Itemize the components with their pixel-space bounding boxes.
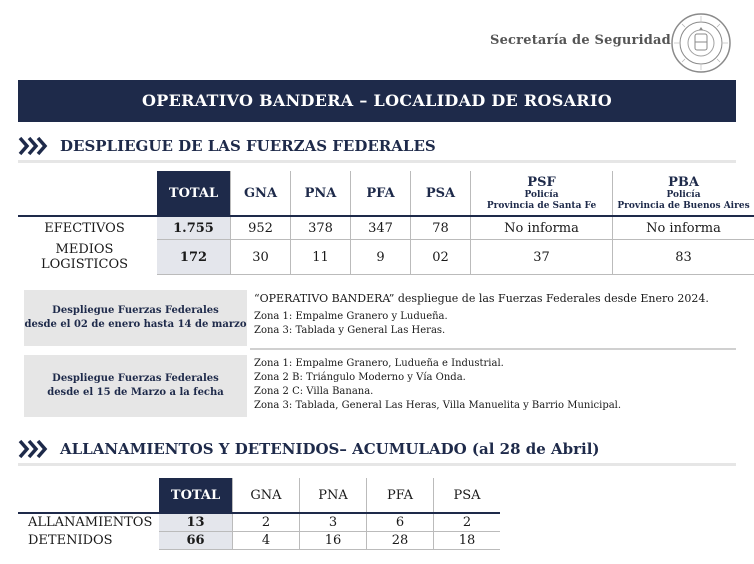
section-heading-deployment	[18, 135, 436, 157]
cell-pna: 3	[300, 513, 367, 532]
zone-item: Zona 1: Empalme Granero, Ludueña e Industrial.	[254, 358, 504, 369]
section-title: ALLANAMIENTOS Y DETENIDOS– ACUMULADO (al 28 de Abril)	[60, 440, 600, 458]
cell-pna: 378	[291, 216, 351, 240]
cell-gna: 30	[231, 240, 291, 275]
page-header	[0, 0, 754, 72]
section-title: DESPLIEGUE DE LAS FUERZAS FEDERALES	[60, 137, 436, 155]
cell-psa: 2	[434, 513, 501, 532]
col-pba-sub1: Policía	[666, 189, 701, 200]
col-total: TOTAL	[157, 171, 231, 216]
row-label: ALLANAMIENTOS	[28, 515, 153, 531]
org-name: Secretaría de Seguridad	[490, 33, 671, 48]
divider	[250, 348, 736, 350]
phase1-headline: “OPERATIVO BANDERA” despliegue de las Fuerzas Federales desde Enero 2024.	[254, 292, 709, 305]
cell-pfa: 9	[351, 240, 411, 275]
row-label	[18, 240, 157, 275]
col-gna: GNA	[233, 478, 300, 513]
table-header-row	[18, 171, 754, 216]
phase2-title-line2: desde el 15 de Marzo a la fecha	[47, 387, 224, 398]
table-header-row	[18, 478, 500, 513]
cell-total: 13	[159, 513, 233, 532]
chevrons-icon	[18, 438, 48, 460]
cell-total: 172	[157, 240, 231, 275]
phase1-label-box	[24, 290, 247, 346]
table-row	[18, 240, 754, 275]
deployment-table	[18, 171, 754, 275]
cell-pna: 16	[300, 532, 367, 550]
zone-item: Zona 3: Tablada, General Las Heras, Villa Manuelita y Barrio Municipal.	[254, 400, 622, 411]
raids-table	[18, 478, 500, 550]
phase1-title-line1: Despliegue Fuerzas Federales	[52, 305, 219, 316]
header-blank-cell	[18, 171, 157, 216]
phase1-description	[254, 292, 709, 338]
section-heading-raids	[18, 438, 600, 460]
cell-pba: 83	[613, 240, 754, 275]
row-label: DETENIDOS	[28, 533, 113, 548]
page-title-banner: OPERATIVO BANDERA – LOCALIDAD DE ROSARIO	[18, 80, 736, 122]
col-pna: PNA	[300, 478, 367, 513]
col-pfa: PFA	[351, 171, 411, 216]
cell-pfa: 28	[367, 532, 434, 550]
col-pfa: PFA	[367, 478, 434, 513]
cell-pfa: 347	[351, 216, 411, 240]
zone-item: Zona 3: Tablada y General Las Heras.	[254, 325, 446, 336]
chevrons-icon	[18, 135, 48, 157]
phase2-title-line1: Despliegue Fuerzas Federales	[52, 373, 219, 384]
cell-total: 1.755	[157, 216, 231, 240]
table-row	[18, 513, 500, 532]
zone-item: Zona 2 B: Triángulo Moderno y Vía Onda.	[254, 372, 466, 383]
phase1-title-line2: desde el 02 de enero hasta 14 de marzo	[24, 319, 247, 330]
col-psa: PSA	[434, 478, 501, 513]
cell-psf: 37	[471, 240, 613, 275]
section-divider	[18, 160, 736, 163]
col-psf-sub1: Policía	[524, 189, 559, 200]
section-divider	[18, 463, 736, 466]
col-psf	[471, 171, 613, 216]
col-pba-label: PBA	[668, 174, 699, 190]
col-psf-sub2: Provincia de Santa Fe	[486, 200, 597, 211]
cell-pba: No informa	[613, 216, 754, 240]
zone-item: Zona 2 C: Villa Banana.	[254, 386, 374, 397]
cell-psa: 02	[411, 240, 471, 275]
phase2-label-box	[24, 355, 247, 417]
cell-total: 66	[159, 532, 233, 550]
table-row	[18, 216, 754, 240]
zone-item: Zona 1: Empalme Granero y Ludueña.	[254, 311, 448, 322]
phase2-description	[254, 357, 621, 413]
table-row	[18, 532, 500, 550]
cell-psa: 78	[411, 216, 471, 240]
cell-pna: 11	[291, 240, 351, 275]
col-gna: GNA	[231, 171, 291, 216]
cell-gna: 952	[231, 216, 291, 240]
ministry-seal-icon	[670, 12, 732, 74]
cell-psa: 18	[434, 532, 501, 550]
col-pba	[613, 171, 754, 216]
cell-gna: 4	[233, 532, 300, 550]
col-total: TOTAL	[159, 478, 233, 513]
row-label: EFECTIVOS	[44, 220, 125, 236]
col-psf-label: PSF	[527, 174, 556, 190]
row-label-line1: MEDIOS	[55, 242, 114, 257]
cell-psf: No informa	[471, 216, 613, 240]
row-label-line2: LOGISTICOS	[40, 257, 129, 272]
col-pba-sub2: Provincia de Buenos Aires	[617, 200, 750, 211]
cell-gna: 2	[233, 513, 300, 532]
col-psa: PSA	[411, 171, 471, 216]
header-blank-cell	[18, 478, 159, 513]
cell-pfa: 6	[367, 513, 434, 532]
col-pna: PNA	[291, 171, 351, 216]
